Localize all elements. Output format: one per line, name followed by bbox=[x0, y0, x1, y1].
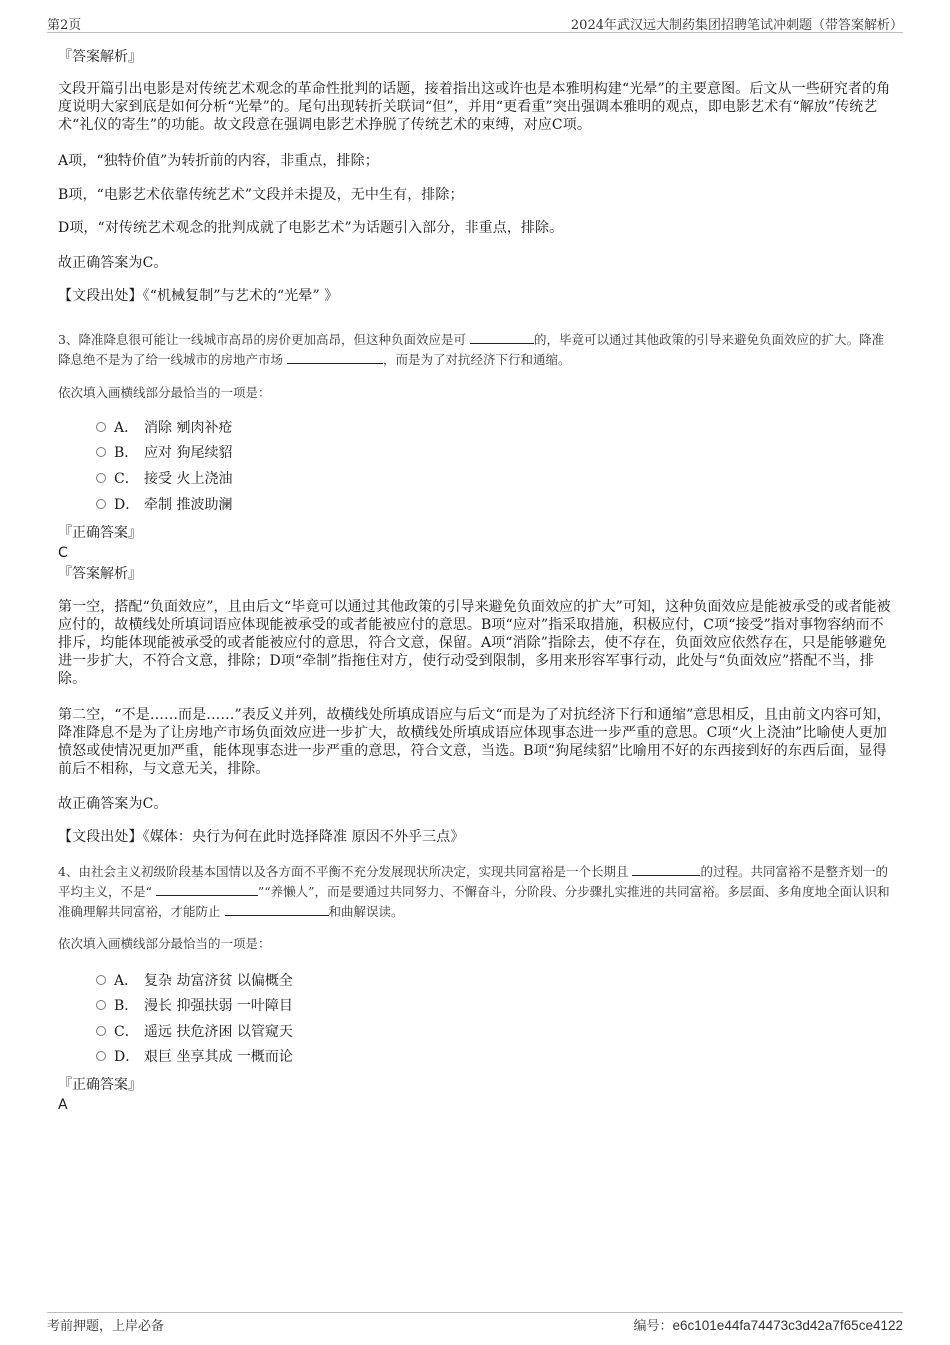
q2-conclusion: 故正确答案为C。 bbox=[58, 255, 168, 271]
q3-analysis-paragraph-1: 第一空，搭配“负面效应”，且由后文“毕竟可以通过其他政策的引导来避免负面效应的扩大”可知，这种负面效应是能被承受的或者能被应付的，故横线处所填词语应体现能被承受的或者能被应付的意思。B项“应对”指采取措施，积极应付，C项“接受”指对事物容纳而不排斥，均能体现能被承受的或者能被应付的意思，符合文意，保留。A项“消除”指除去，使不存在，负面效应依然存在，只是能够避免进一步扩大，不符合文意，排除；D项“牵制”指拖住对方，使行动受到限制，多用来形容军事行动，此处与“负面效应”搭配不当，排除。 bbox=[58, 599, 891, 687]
option-letter: C． bbox=[114, 1024, 139, 1040]
q3-option-a[interactable] bbox=[96, 419, 232, 437]
q3-blank-2 bbox=[287, 351, 383, 364]
q3-option-d[interactable] bbox=[96, 496, 232, 514]
option-text: 复杂 劫富济贫 以偏概全 bbox=[144, 973, 293, 989]
q4-blank-1 bbox=[632, 863, 700, 876]
option-letter: A． bbox=[114, 420, 139, 436]
option-text: 应对 狗尾续貂 bbox=[144, 445, 233, 461]
q3-stem-part: ，而是为了对抗经济下行和通缩。 bbox=[383, 352, 571, 367]
q4-prompt: 依次填入画横线部分最恰当的一项是： bbox=[58, 936, 271, 951]
option-letter: B． bbox=[114, 445, 139, 461]
q3-correct-answer: C bbox=[58, 545, 68, 561]
q2-analysis-option-b: B项，“电影艺术依靠传统艺术”文段并未提及，无中生有，排除； bbox=[58, 187, 464, 203]
document-title: 2024年武汉远大制药集团招聘笔试冲刺题（带答案解析） bbox=[570, 18, 903, 33]
radio-icon[interactable] bbox=[96, 473, 106, 483]
q3-option-c[interactable] bbox=[96, 470, 232, 488]
footer-code-value: e6c101e44fa74473c3d42a7f65ce4122 bbox=[672, 1318, 903, 1333]
radio-icon[interactable] bbox=[96, 422, 106, 432]
q4-correct-label: 『正确答案』 bbox=[58, 1077, 142, 1093]
radio-icon[interactable] bbox=[96, 1026, 106, 1036]
option-text: 接受 火上浇油 bbox=[144, 471, 233, 487]
q3-blank-1 bbox=[470, 331, 534, 344]
option-letter: D． bbox=[114, 1049, 140, 1065]
q3-conclusion: 故正确答案为C。 bbox=[58, 796, 168, 812]
footer-code-label: 编号： bbox=[633, 1319, 673, 1334]
q4-option-c[interactable] bbox=[96, 1023, 293, 1041]
q4-stem-part: 和曲解误读。 bbox=[328, 904, 404, 919]
radio-icon[interactable] bbox=[96, 975, 106, 985]
q4-blank-3 bbox=[225, 903, 329, 916]
q3-prompt: 依次填入画横线部分最恰当的一项是： bbox=[58, 385, 271, 400]
q4-stem bbox=[58, 862, 894, 922]
q3-option-b[interactable] bbox=[96, 444, 232, 462]
q2-analysis-paragraph: 文段开篇引出电影是对传统艺术观念的革命性批判的话题，接着指出这或许也是本雅明构建“光晕”的主要意图。后文从一些研究者的角度说明大家到底是如何分析“光晕”的。尾句出现转折关联词“但”，并用“更看重”突出强调本雅明的观点，即电影艺术有“解放”传统艺术“礼仪的寄生”的功能。故文段意在强调电影艺术挣脱了传统艺术的束缚，对应C项。 bbox=[58, 81, 891, 133]
q4-stem-part: 的过程。共同富裕不是整齐划一的平均主义，不是“ bbox=[58, 864, 888, 899]
q3-stem-part: 3、降准降息很可能让一线城市高昂的房价更加高昂，但这种负面效应是可 bbox=[58, 332, 466, 347]
q4-option-b[interactable] bbox=[96, 997, 293, 1015]
option-letter: C． bbox=[114, 471, 139, 487]
option-letter: A． bbox=[114, 973, 139, 989]
page-number: 第2页 bbox=[47, 18, 82, 33]
q3-correct-label: 『正确答案』 bbox=[58, 525, 142, 541]
q2-source: 【文段出处】《“机械复制”与艺术的“光晕” 》 bbox=[58, 288, 339, 304]
footer-slogan: 考前押题，上岸必备 bbox=[47, 1319, 165, 1334]
q3-analysis-paragraph-2: 第二空，“不是……而是……”表反义并列，故横线处所填成语应与后文“而是为了对抗经济下行和通缩”意思相反，且由前文内容可知，降准降息不是为了让房地产市场负面效应进一步扩大，故横线处所填成语应体现事态进一步严重的意思。C项“火上浇油”比喻使人更加愤怒或使情况更加严重，能体现事态进一步严重的意思，符合文意，当选。B项“狗尾续貂”比喻用不好的东西接到好的东西后面，显得前后不相称，与文意无关，排除。 bbox=[58, 707, 891, 777]
q3-stem bbox=[58, 330, 894, 370]
option-text: 艰巨 坐享其成 一概而论 bbox=[144, 1049, 293, 1065]
q2-analysis-label: 『答案解析』 bbox=[58, 49, 142, 65]
option-text: 漫长 抑强扶弱 一叶障目 bbox=[144, 998, 293, 1014]
radio-icon[interactable] bbox=[96, 1000, 106, 1010]
q3-analysis-label: 『答案解析』 bbox=[58, 566, 142, 582]
footer-code bbox=[634, 1315, 904, 1334]
option-letter: D． bbox=[114, 497, 140, 513]
q4-blank-2 bbox=[156, 883, 258, 896]
radio-icon[interactable] bbox=[96, 447, 106, 457]
radio-icon[interactable] bbox=[96, 499, 106, 509]
option-letter: B． bbox=[114, 998, 139, 1014]
radio-icon[interactable] bbox=[96, 1051, 106, 1061]
option-text: 消除 剜肉补疮 bbox=[144, 420, 233, 436]
q4-stem-part: 4、由社会主义初级阶段基本国情以及各方面不平衡不充分发展现状所决定，实现共同富裕是一个长期且 bbox=[58, 864, 629, 879]
q4-option-d[interactable] bbox=[96, 1048, 293, 1066]
option-text: 遥远 扶危济困 以管窥天 bbox=[144, 1024, 293, 1040]
option-text: 牵制 推波助澜 bbox=[144, 497, 233, 513]
q3-stem-part: 的，毕竟可以通过其他政策的引导来避免负面效应的扩大。降准降息绝不是为了给一线城市的房地产市场 bbox=[58, 332, 884, 367]
q2-analysis-option-d: D项，“对传统艺术观念的批判成就了电影艺术”为话题引入部分，非重点，排除。 bbox=[58, 220, 564, 236]
q2-analysis-option-a: A项，“独特价值”为转折前的内容，非重点，排除； bbox=[58, 153, 379, 169]
q4-stem-part: ”“养懒人”，而是要通过共同努力、不懈奋斗，分阶段、分步骤扎实推进的共同富裕。多层面、多角度地全面认识和准确理解共同富裕，才能防止 bbox=[58, 884, 890, 919]
q4-option-a[interactable] bbox=[96, 972, 293, 990]
page-header bbox=[47, 12, 903, 33]
q4-correct-answer: A bbox=[58, 1097, 68, 1113]
q3-source: 【文段出处】《媒体：央行为何在此时选择降准 原因不外乎三点》 bbox=[58, 829, 465, 845]
page-footer bbox=[47, 1312, 903, 1333]
